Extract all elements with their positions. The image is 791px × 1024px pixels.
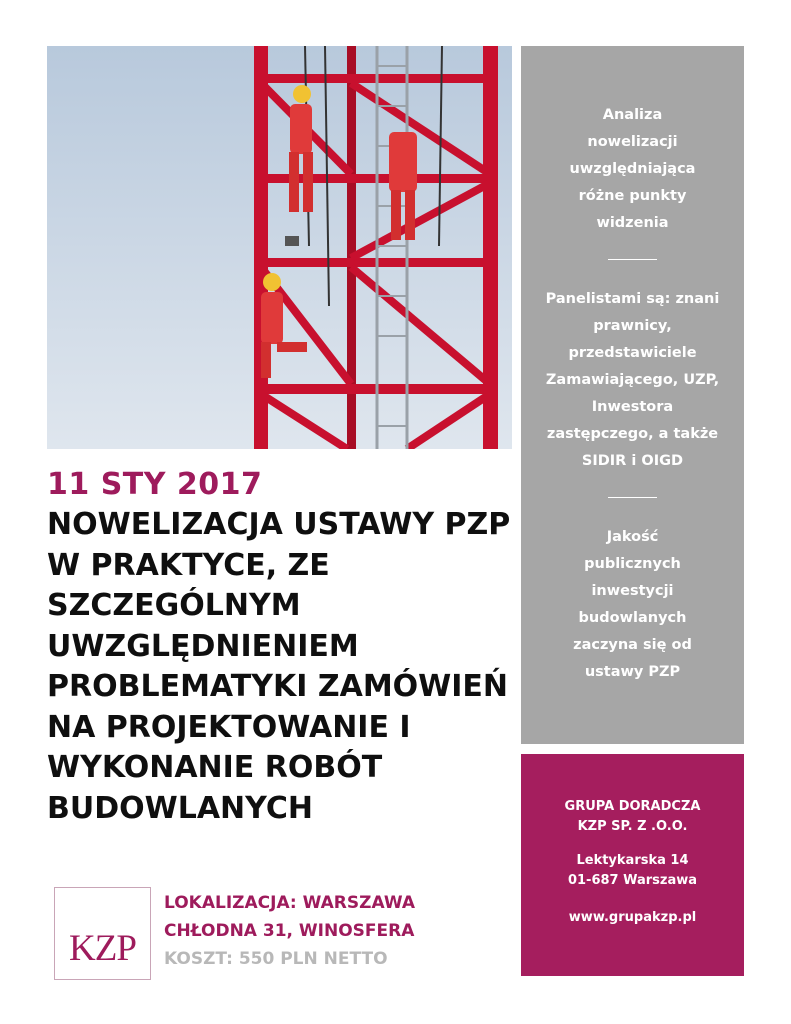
highlights-sidebar xyxy=(521,46,744,744)
highlight-analysis: Analiza nowelizacji uwzględniająca różne punkty widzenia xyxy=(569,107,696,231)
kzp-logo xyxy=(54,887,151,980)
website-link[interactable]: www.grupakzp.pl xyxy=(568,910,697,925)
company-line-2: KZP SP. Z .O.O. xyxy=(577,819,688,834)
location-line-1: LOKALIZACJA: WARSZAWA xyxy=(164,893,415,913)
highlight-quality: Jakość publicznych inwestycji budowlanych zaczyna się od ustawy PZP xyxy=(573,529,692,680)
address-city: 01-687 Warszawa xyxy=(567,873,698,888)
company-name xyxy=(521,754,744,837)
event-title: NOWELIZACJA USTAWY PZP W PRAKTYCE, ZE SZCZEGÓLNYM UWZGLĘDNIENIEM PROBLEMATYKI ZAMÓWIEŃ NA PROJEKTOWANIE I WYKONANIE ROBÓT BUDOWLANYCH xyxy=(47,507,511,826)
logo-text: KZP xyxy=(69,928,136,969)
sidebar-divider-1 xyxy=(608,259,657,260)
address-street: Lektykarska 14 xyxy=(576,853,689,868)
company-line-1: GRUPA DORADCZA xyxy=(564,799,701,814)
hero-photo-crane-workers xyxy=(47,46,512,449)
sidebar-divider-2 xyxy=(608,497,657,498)
contact-box xyxy=(521,754,744,976)
company-address xyxy=(521,851,744,891)
event-date: 11 STY 2017 xyxy=(47,467,263,502)
event-details xyxy=(164,889,415,973)
highlight-panelists: Panelistami są: znani prawnicy, przedstawiciele Zamawiającego, UZP, Inwestora zastępczego, a także SIDIR i OIGD xyxy=(545,291,720,469)
location-line-2: CHŁODNA 31, WINOSFERA xyxy=(164,921,415,941)
event-cost: KOSZT: 550 PLN NETTO xyxy=(164,949,388,969)
